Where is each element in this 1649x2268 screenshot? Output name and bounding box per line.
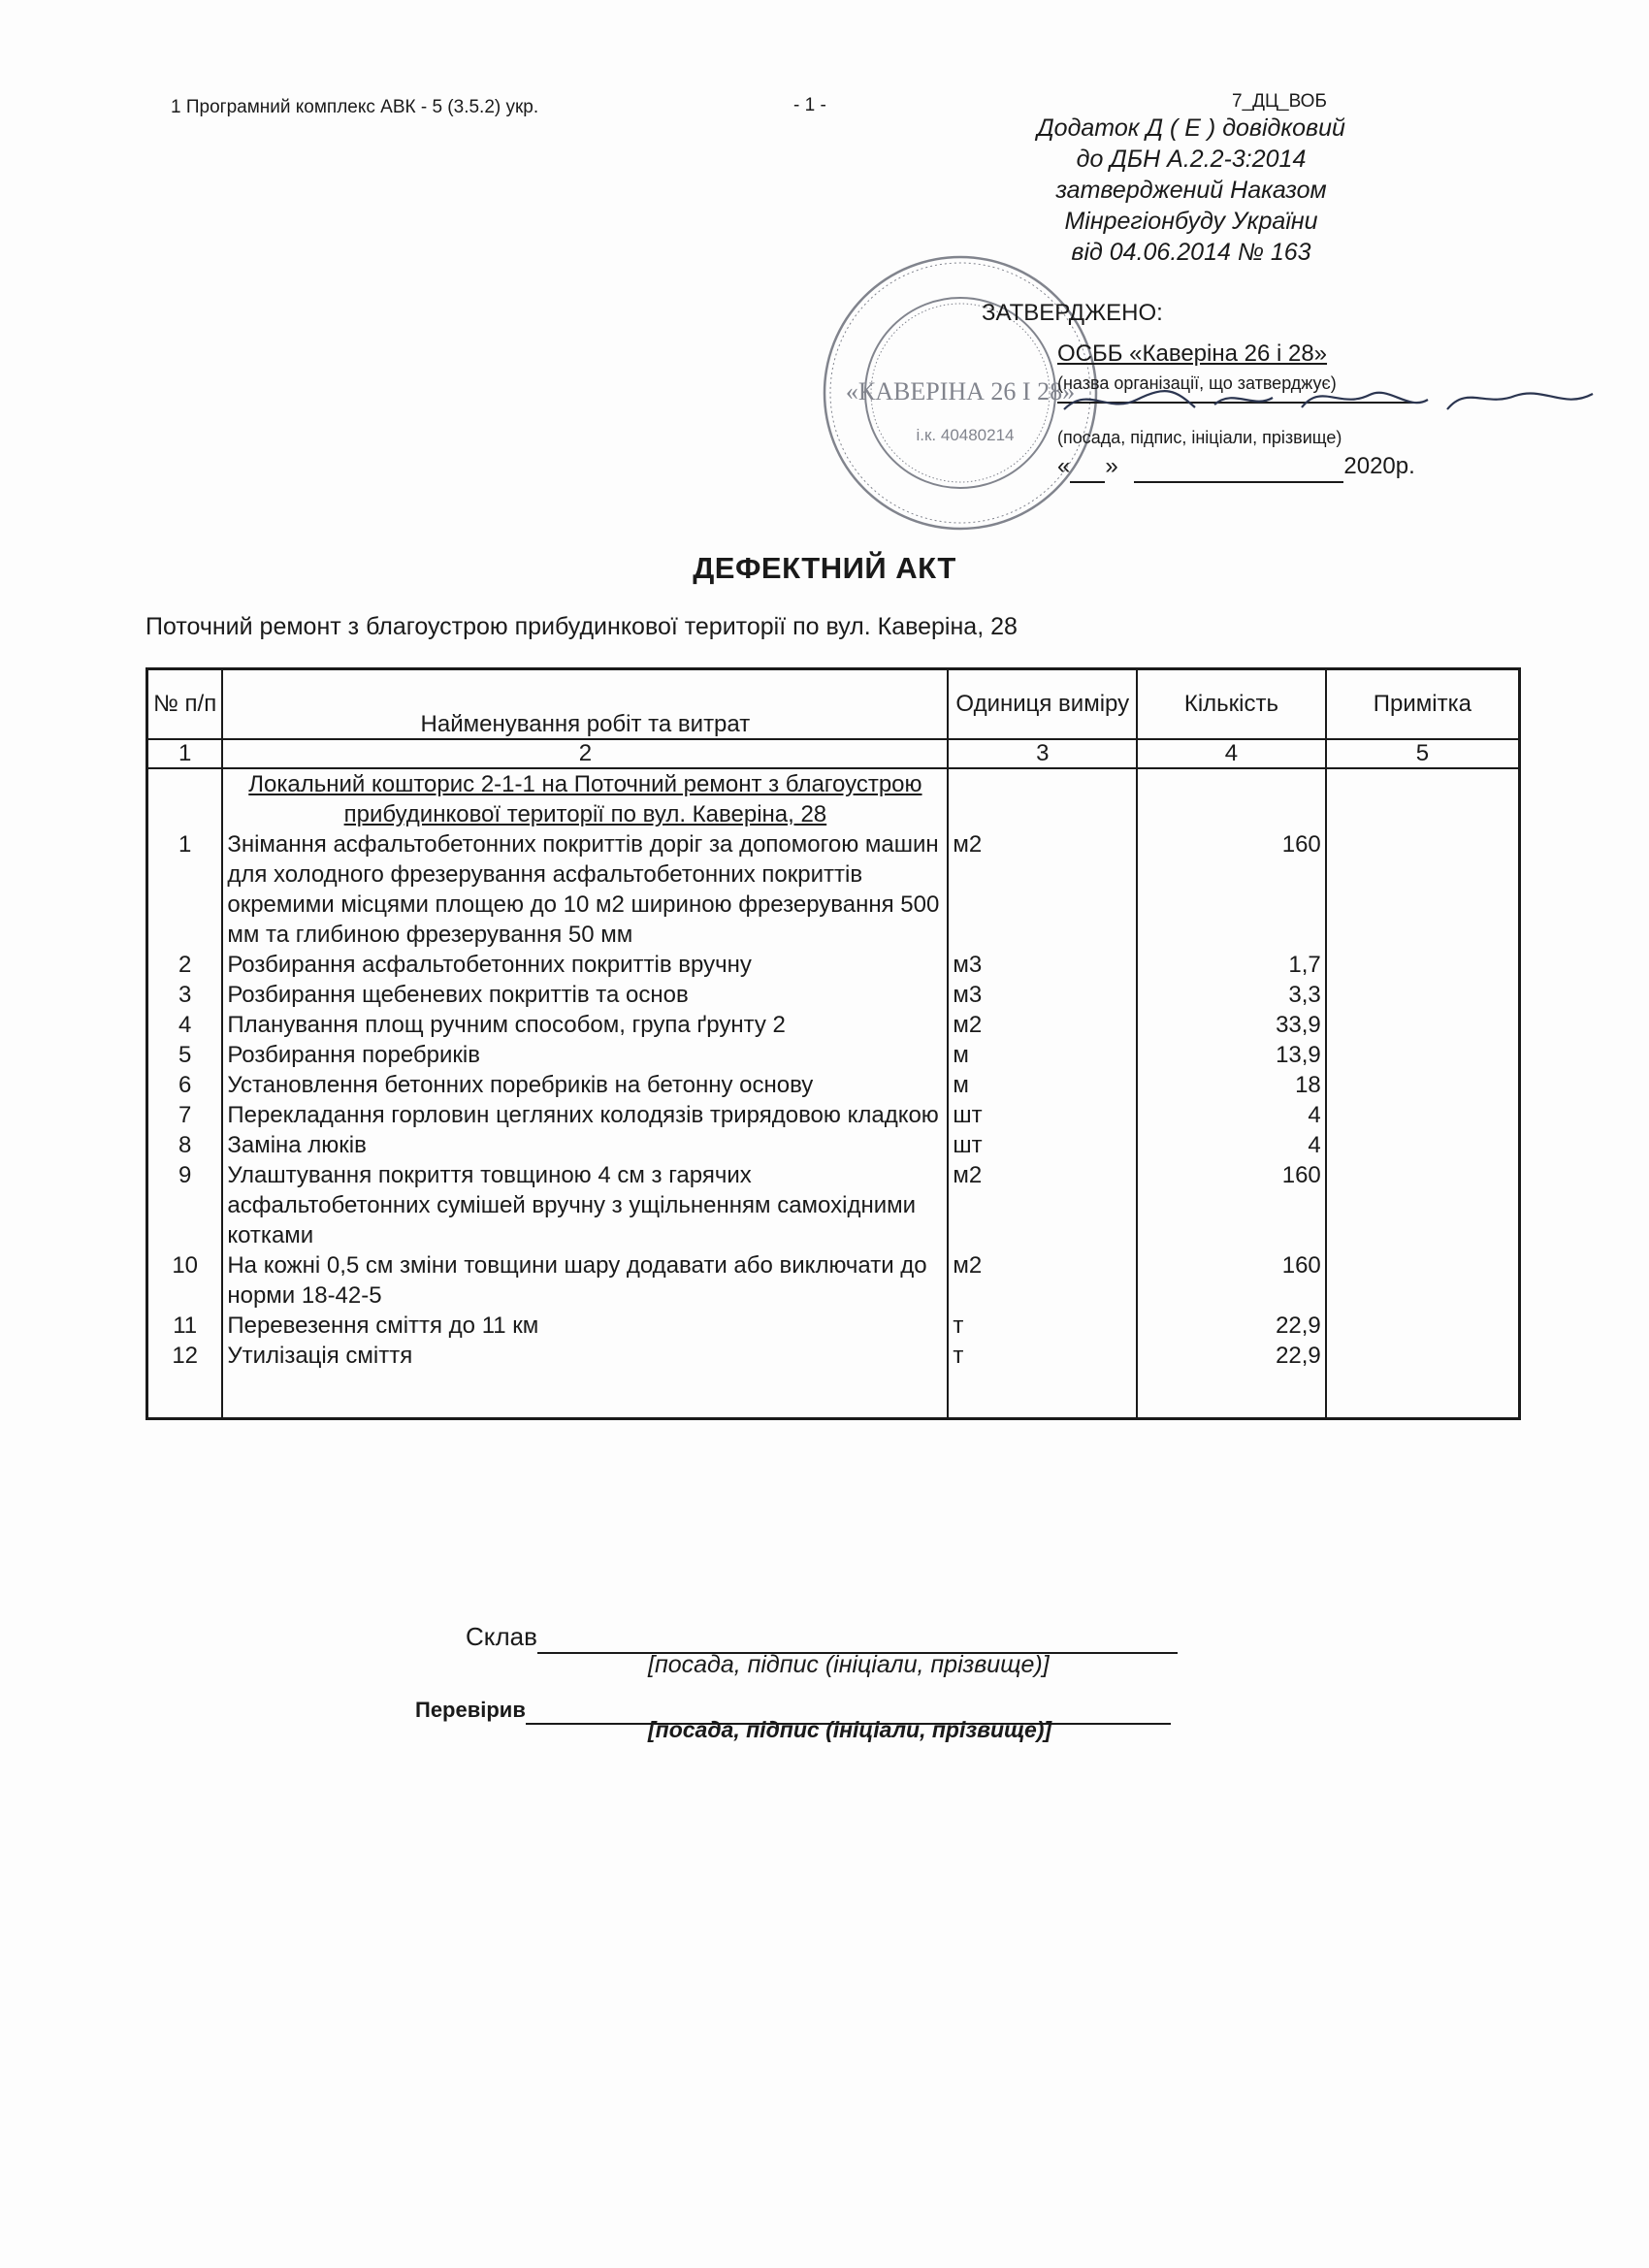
appendix-line: затверджений Наказом [1055, 177, 1327, 204]
row-note [1326, 950, 1520, 980]
row-quantity: 4 [1137, 1130, 1326, 1160]
document-title: ДЕФЕКТНИЙ АКТ [693, 551, 956, 585]
table-header-row [147, 669, 1520, 740]
row-number: 7 [147, 1100, 223, 1130]
table-row [147, 829, 1520, 950]
row-quantity: 160 [1137, 1250, 1326, 1311]
row-work-name: Перевезення сміття до 11 км [222, 1311, 948, 1341]
seal-center-text: «КАВЕРІНА 26 І 28» [845, 377, 1076, 405]
row-number: 12 [147, 1341, 223, 1371]
table-row [147, 1160, 1520, 1250]
compiled-signature-line[interactable] [537, 1622, 1178, 1654]
table-row [147, 980, 1520, 1010]
table-row [147, 1010, 1520, 1040]
column-number: 2 [222, 739, 948, 768]
row-work-name: Улаштування покриття товщиною 4 см з гарячих асфальтобетонних сумішей вручну з ущільненням самохідними котками [222, 1160, 948, 1250]
document-subtitle: Поточний ремонт з благоустрою прибудинкової території по вул. Каверіна, 28 [146, 613, 1018, 640]
row-note [1326, 980, 1520, 1010]
row-note [1326, 1250, 1520, 1311]
row-unit: шт [948, 1100, 1137, 1130]
date-year: 2020р. [1343, 453, 1415, 479]
header-note: Примітка [1326, 669, 1520, 740]
row-quantity: 1,7 [1137, 950, 1326, 980]
row-work-name: Знімання асфальтобетонних покриттів доріг за допомогою машин для холодного фрезерування асфальтобетонних покриттів окремими місцями площею до 10 м2 шириною фрезерування 500 мм та глибиною фрезерування 50 мм [222, 829, 948, 950]
table-row [147, 950, 1520, 980]
table-row [147, 1341, 1520, 1371]
works-table [146, 667, 1521, 1420]
header-qty: Кількість [1137, 669, 1326, 740]
row-quantity: 33,9 [1137, 1010, 1326, 1040]
table-row [147, 1040, 1520, 1070]
row-number: 8 [147, 1130, 223, 1160]
date-month-field[interactable] [1134, 452, 1343, 483]
row-unit: шт [948, 1130, 1137, 1160]
organization-hint: (назва організації, що затверджує) [1057, 373, 1337, 393]
row-work-name: Заміна люків [222, 1130, 948, 1160]
row-quantity: 3,3 [1137, 980, 1326, 1010]
date-day-field[interactable] [1070, 452, 1105, 483]
estimate-title: Локальний кошторис 2-1-1 на Поточний ремонт з благоустрою прибудинкової території по вул. Каверіна, 28 [222, 768, 948, 829]
table-row [147, 1130, 1520, 1160]
row-unit: м3 [948, 980, 1137, 1010]
row-quantity: 18 [1137, 1070, 1326, 1100]
column-number: 1 [147, 739, 223, 768]
row-work-name: Установлення бетонних поребриків на бетонну основу [222, 1070, 948, 1100]
header-unit: Одиниця виміру [948, 669, 1137, 740]
row-note [1326, 1130, 1520, 1160]
date-open-quote: « [1057, 453, 1071, 479]
compiled-block [466, 1622, 1178, 1654]
row-quantity: 160 [1137, 1160, 1326, 1250]
row-quantity: 22,9 [1137, 1311, 1326, 1341]
row-unit: м [948, 1040, 1137, 1070]
checked-hint: [посада, підпис (ініціали, прізвище)] [648, 1717, 1052, 1742]
doc-code: 7_ДЦ_ВОБ [1232, 91, 1327, 112]
row-number: 4 [147, 1010, 223, 1040]
checked-label: Перевірив [415, 1698, 526, 1722]
row-work-name: На кожні 0,5 см зміни товщини шару додавати або виключати до норми 18-42-5 [222, 1250, 948, 1311]
table-row [147, 1250, 1520, 1311]
approval-label: ЗАТВЕРДЖЕНО: [982, 300, 1163, 326]
date-close-quote: » [1105, 453, 1118, 479]
seal-code: і.к. 40480214 [916, 426, 1015, 444]
row-work-name: Розбирання асфальтобетонних покриттів вручну [222, 950, 948, 980]
estimate-title-row [147, 768, 1520, 829]
page-number: - 1 - [793, 95, 826, 115]
row-unit: м2 [948, 1010, 1137, 1040]
table-filler-row [147, 1371, 1520, 1419]
row-work-name: Перекладання горловин цегляних колодязів трирядовою кладкою [222, 1100, 948, 1130]
appendix-line: Додаток Д ( Е ) довідковий [1037, 114, 1345, 142]
compiled-label: Склав [466, 1622, 537, 1651]
row-unit: т [948, 1341, 1137, 1371]
row-number: 3 [147, 980, 223, 1010]
appendix-line: від 04.06.2014 № 163 [1071, 239, 1311, 266]
table-row [147, 1100, 1520, 1130]
row-work-name: Планування площ ручним способом, група ґрунту 2 [222, 1010, 948, 1040]
column-number-row [147, 739, 1520, 768]
row-note [1326, 1040, 1520, 1070]
row-number: 9 [147, 1160, 223, 1250]
row-work-name: Розбирання щебеневих покриттів та основ [222, 980, 948, 1010]
table-row [147, 1311, 1520, 1341]
approval-block [982, 299, 1467, 483]
row-quantity: 22,9 [1137, 1341, 1326, 1371]
row-work-name: Розбирання поребриків [222, 1040, 948, 1070]
row-quantity: 13,9 [1137, 1040, 1326, 1070]
row-note [1326, 1070, 1520, 1100]
row-number: 5 [147, 1040, 223, 1070]
handwritten-signature [1059, 380, 1602, 423]
row-note [1326, 829, 1520, 950]
row-number: 2 [147, 950, 223, 980]
column-number: 3 [948, 739, 1137, 768]
row-unit: м2 [948, 1160, 1137, 1250]
row-note [1326, 1160, 1520, 1250]
row-quantity: 4 [1137, 1100, 1326, 1130]
row-number: 11 [147, 1311, 223, 1341]
row-note [1326, 1010, 1520, 1040]
row-number: 1 [147, 829, 223, 950]
row-unit: м [948, 1070, 1137, 1100]
column-number: 4 [1137, 739, 1326, 768]
row-number: 6 [147, 1070, 223, 1100]
row-unit: т [948, 1311, 1137, 1341]
appendix-block [987, 113, 1395, 268]
row-number: 10 [147, 1250, 223, 1311]
row-work-name: Утилізація сміття [222, 1341, 948, 1371]
compiled-hint: [посада, підпис (ініціали, прізвище)] [648, 1651, 1050, 1678]
header-no: № п/п [147, 669, 223, 740]
approval-organization: ОСББ «Каверіна 26 і 28» [1057, 340, 1328, 367]
row-unit: м2 [948, 1250, 1137, 1311]
position-hint: (посада, підпис, ініціали, прізвище) [1057, 428, 1342, 447]
row-quantity: 160 [1137, 829, 1326, 950]
row-unit: м2 [948, 829, 1137, 950]
appendix-line: до ДБН А.2.2-3:2014 [1076, 146, 1307, 173]
row-note [1326, 1100, 1520, 1130]
appendix-line: Мінрегіонбуду України [1064, 208, 1318, 235]
row-unit: м3 [948, 950, 1137, 980]
table-row [147, 1070, 1520, 1100]
row-note [1326, 1311, 1520, 1341]
header-name: Найменування робіт та витрат [222, 669, 948, 740]
column-number: 5 [1326, 739, 1520, 768]
software-name: 1 Програмний комплекс АВК - 5 (3.5.2) укр. [171, 97, 539, 117]
row-note [1326, 1341, 1520, 1371]
